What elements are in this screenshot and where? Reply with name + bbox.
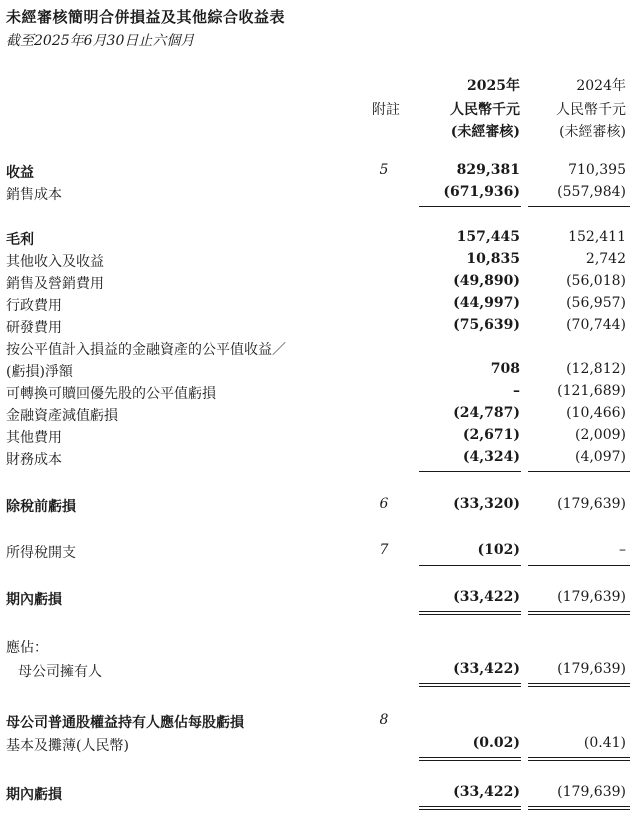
row-value-2024: – [619, 542, 626, 558]
total-double-rule [528, 760, 630, 761]
total-double-rule [419, 809, 521, 810]
subtotal-rule [419, 471, 521, 472]
total-double-rule [528, 611, 630, 612]
row-value-2025: (2,671) [462, 427, 520, 443]
row-value-2024: 152,411 [568, 229, 626, 245]
subtotal-rule [528, 565, 630, 566]
statement-title: 未經審核簡明合併損益及其他綜合收益表 [6, 8, 286, 26]
row-label: 財務成本 [6, 452, 62, 468]
row-label: 母公司擁有人 [18, 664, 102, 680]
row-label: 基本及攤薄(人民幣) [6, 738, 129, 754]
row-value-2025: (671,936) [443, 184, 520, 200]
row-label: 研發費用 [6, 320, 62, 336]
col2-year: 2024年 [576, 78, 626, 94]
row-value-2024: (70,744) [566, 317, 626, 333]
col2-audit-status: (未經審核) [559, 124, 626, 140]
row-value-2025: (75,639) [453, 317, 520, 333]
row-label: 可轉換可贖回優先股的公平值虧損 [6, 386, 216, 402]
subtotal-rule [419, 565, 521, 566]
total-double-rule [528, 686, 630, 687]
total-double-rule [419, 611, 521, 612]
row-value-2025: 829,381 [456, 162, 520, 178]
col2-currency: 人民幣千元 [556, 102, 626, 118]
subtotal-rule [419, 206, 521, 207]
row-label: 金融資產減值虧損 [6, 408, 118, 424]
row-value-2025: (102) [477, 542, 520, 558]
row-value-2024: (179,639) [557, 661, 626, 677]
row-value-2025: (33,422) [453, 589, 520, 605]
row-note: 6 [379, 496, 389, 512]
col1-currency: 人民幣千元 [450, 102, 520, 118]
row-note: 8 [379, 712, 389, 728]
total-double-rule [528, 614, 630, 615]
row-label: 行政費用 [6, 298, 62, 314]
row-label: 毛利 [6, 232, 34, 248]
row-value-2024: (56,018) [566, 273, 626, 289]
subtotal-rule [528, 471, 630, 472]
total-double-rule [419, 760, 521, 761]
row-label: 所得稅開支 [6, 545, 76, 561]
row-label: 其他收入及收益 [6, 254, 104, 270]
total-double-rule [528, 757, 630, 758]
total-double-rule [528, 806, 630, 807]
row-value-2025: (44,997) [453, 295, 520, 311]
row-value-2025: (49,890) [453, 273, 520, 289]
row-value-2024: (2,009) [574, 427, 626, 443]
row-value-2024: (56,957) [566, 295, 626, 311]
subtotal-rule [528, 206, 630, 207]
note-column-header: 附註 [372, 102, 400, 118]
row-label: 除稅前虧損 [6, 499, 76, 515]
row-value-2024: (0.41) [583, 735, 626, 751]
row-value-2024: (4,097) [574, 449, 626, 465]
row-value-2025: (33,422) [453, 784, 520, 800]
row-label: 應佔： [6, 640, 48, 656]
total-double-rule [528, 809, 630, 810]
row-label: 按公平值計入損益的金融資產的公平值收益／ [6, 342, 286, 358]
row-value-2025: (33,320) [453, 496, 520, 512]
total-double-rule [528, 683, 630, 684]
row-value-2024: (121,689) [557, 383, 626, 399]
row-value-2025: 708 [490, 361, 520, 377]
row-value-2024: (12,812) [566, 361, 626, 377]
row-label: 銷售成本 [6, 187, 62, 203]
statement-period: 截至2025年6月30日止六個月 [6, 33, 195, 49]
row-label: 收益 [6, 165, 34, 181]
total-double-rule [419, 757, 521, 758]
total-double-rule [419, 806, 521, 807]
row-note: 7 [379, 542, 389, 558]
row-label: 其他費用 [6, 430, 62, 446]
row-value-2024: (179,639) [557, 784, 626, 800]
total-double-rule [419, 614, 521, 615]
col1-audit-status: (未經審核) [450, 124, 520, 140]
row-value-2024: (179,639) [557, 496, 626, 512]
col1-year: 2025年 [467, 78, 520, 94]
row-value-2024: (557,984) [557, 184, 626, 200]
row-value-2025: (4,324) [462, 449, 520, 465]
row-value-2024: 2,742 [585, 251, 626, 267]
row-value-2025: – [513, 383, 520, 399]
total-double-rule [419, 683, 521, 684]
row-value-2024: (179,639) [557, 589, 626, 605]
row-note: 5 [379, 162, 389, 178]
row-value-2025: 10,835 [466, 251, 520, 267]
row-label: (虧損)淨額 [6, 364, 73, 380]
row-value-2025: (24,787) [453, 405, 520, 421]
row-label: 期內虧損 [6, 592, 62, 608]
row-value-2025: (33,422) [453, 661, 520, 677]
row-label: 期內虧損 [6, 787, 62, 803]
row-value-2024: 710,395 [568, 162, 626, 178]
row-value-2024: (10,466) [566, 405, 626, 421]
row-value-2025: 157,445 [456, 229, 520, 245]
row-label: 母公司普通股權益持有人應佔每股虧損 [6, 715, 244, 731]
row-label: 銷售及營銷費用 [6, 276, 104, 292]
total-double-rule [419, 686, 521, 687]
row-value-2025: (0.02) [472, 735, 520, 751]
